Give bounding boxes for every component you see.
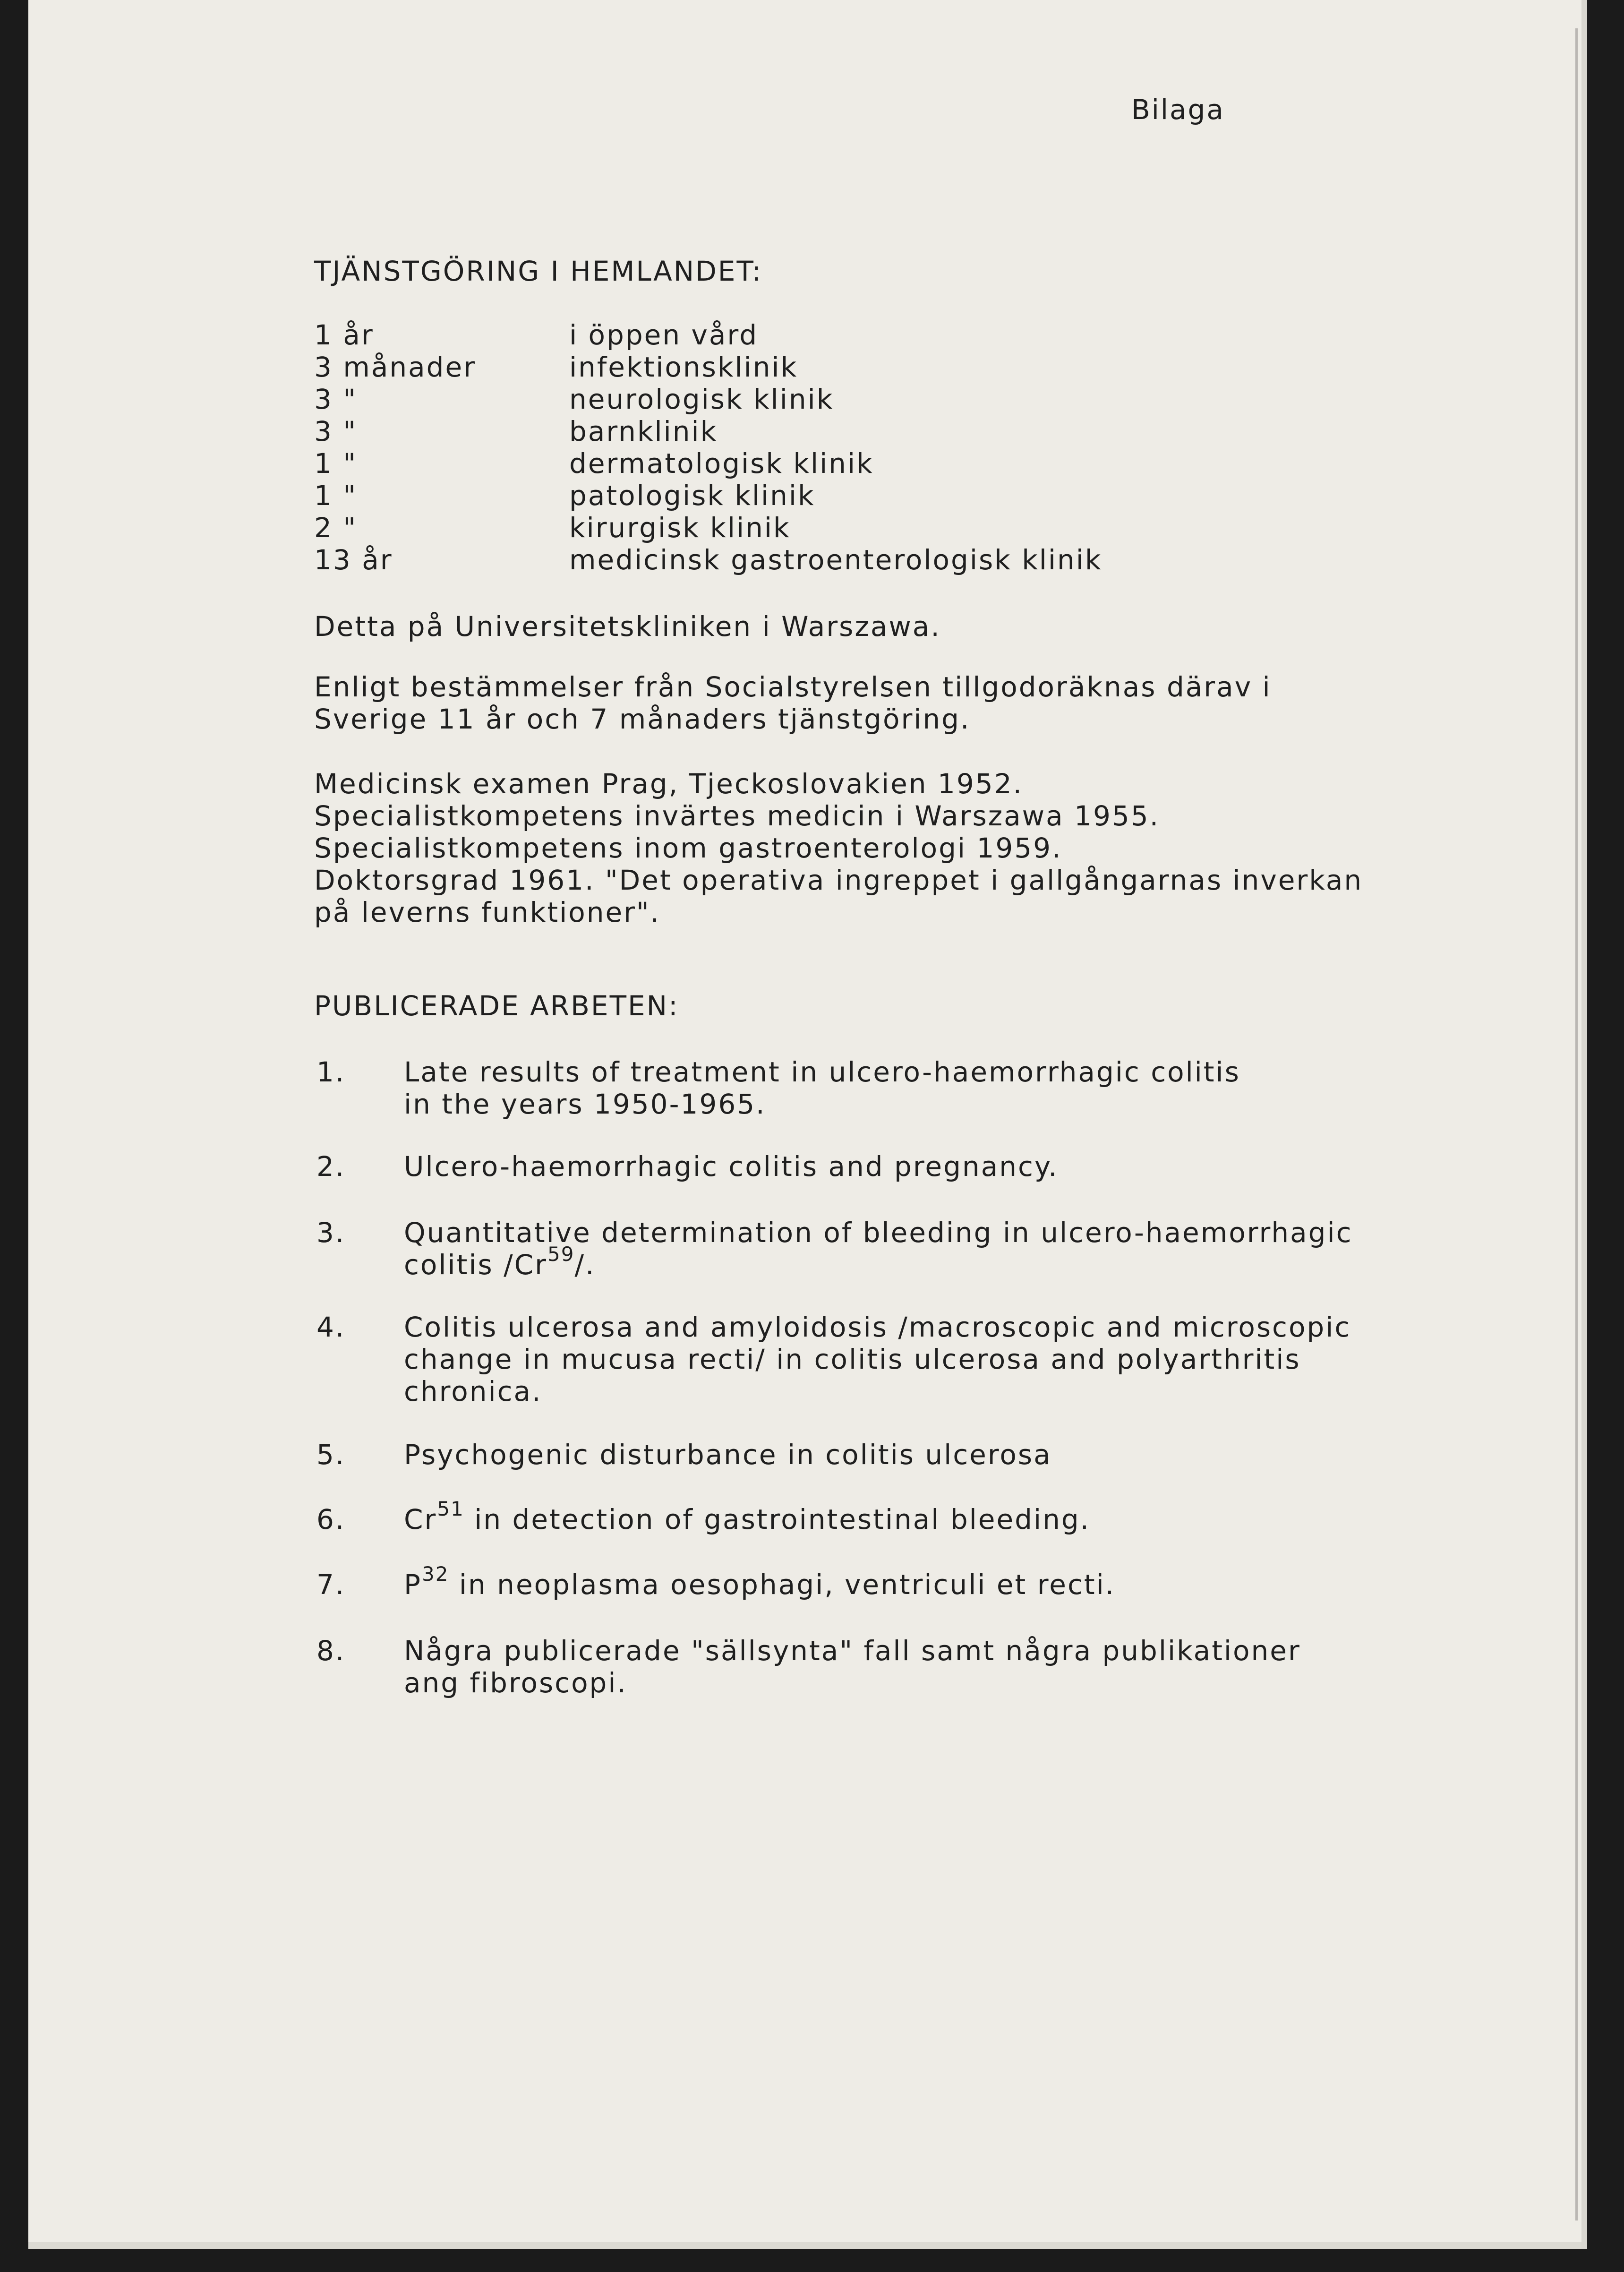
- publication-number: 5.: [316, 1439, 346, 1471]
- publication-title: [404, 1562, 1116, 1601]
- formula-text: P: [404, 1569, 422, 1601]
- formula-text: /.: [574, 1249, 596, 1281]
- publication-number: 3.: [316, 1217, 346, 1249]
- publication-title: ang fibroscopi.: [404, 1667, 627, 1699]
- qualification-line: Specialistkompetens invärtes medicin i Warszawa 1955.: [314, 800, 1160, 832]
- formula-text: Cr: [404, 1503, 437, 1535]
- isotope-superscript: 59: [547, 1242, 575, 1266]
- service-clinic: patologisk klinik: [569, 480, 815, 512]
- publication-number: 6.: [316, 1503, 346, 1535]
- qualification-line: på leverns funktioner".: [314, 896, 661, 928]
- publication-title: in the years 1950-1965.: [404, 1088, 766, 1120]
- service-clinic: infektionsklinik: [569, 351, 798, 383]
- publication-title: Colitis ulcerosa and amyloidosis /macroscopic and microscopic: [404, 1311, 1351, 1343]
- publications-heading: PUBLICERADE ARBETEN:: [314, 990, 679, 1022]
- service-clinic: barnklinik: [569, 415, 718, 447]
- publication-number: 4.: [316, 1311, 346, 1343]
- publication-number: 1.: [316, 1056, 346, 1088]
- service-clinic: i öppen vård: [569, 319, 759, 351]
- service-duration: 1 ": [314, 480, 358, 512]
- publication-title: change in mucusa recti/ in colitis ulcerosa and polyarthritis: [404, 1343, 1301, 1375]
- service-duration: 3 ": [314, 383, 358, 415]
- service-duration: 2 ": [314, 512, 358, 544]
- service-duration: 3 månader: [314, 351, 477, 383]
- qualification-line: Medicinsk examen Prag, Tjeckoslovakien 1952.: [314, 768, 1024, 800]
- publication-title: Late results of treatment in ulcero-haemorrhagic colitis: [404, 1056, 1240, 1088]
- qualification-line: Doktorsgrad 1961. "Det operativa ingreppet i gallgångarnas inverkan: [314, 864, 1363, 896]
- publication-title: [404, 1242, 596, 1281]
- publication-number: 2.: [316, 1150, 346, 1183]
- service-duration: 13 år: [314, 544, 393, 576]
- attachment-label: Bilaga: [1131, 94, 1225, 126]
- credit-line: Enligt bestämmelser från Socialstyrelsen tillgodoräknas därav i: [314, 671, 1272, 703]
- service-location: Detta på Universitetskliniken i Warszawa.: [314, 610, 941, 643]
- document-page: [28, 0, 1587, 2249]
- publication-title: Några publicerade "sällsynta" fall samt några publikationer: [404, 1635, 1301, 1667]
- service-clinic: medicinsk gastroenterologisk klinik: [569, 544, 1103, 576]
- publication-title: Quantitative determination of bleeding in ulcero-haemorrhagic: [404, 1217, 1353, 1249]
- formula-text: colitis /Cr: [404, 1249, 547, 1281]
- publication-number: 8.: [316, 1635, 346, 1667]
- credit-line: Sverige 11 år och 7 månaders tjänstgöring.: [314, 703, 971, 735]
- publication-title: Psychogenic disturbance in colitis ulcerosa: [404, 1439, 1052, 1471]
- service-duration: 3 ": [314, 415, 358, 447]
- service-duration: 1 ": [314, 447, 358, 480]
- service-clinic: dermatologisk klinik: [569, 447, 874, 480]
- publication-title: chronica.: [404, 1375, 542, 1407]
- qualification-line: Specialistkompetens inom gastroenterologi 1959.: [314, 832, 1062, 864]
- publication-title: Ulcero-haemorrhagic colitis and pregnancy.: [404, 1150, 1059, 1183]
- formula-text: in detection of gastrointestinal bleeding.: [464, 1503, 1091, 1535]
- formula-text: in neoplasma oesophagi, ventriculi et recti.: [449, 1569, 1116, 1601]
- publication-number: 7.: [316, 1569, 346, 1601]
- page-edge: [1575, 28, 1578, 2221]
- service-heading: TJÄNSTGÖRING I HEMLANDET:: [314, 255, 763, 287]
- isotope-superscript: 32: [421, 1562, 449, 1586]
- service-clinic: neurologisk klinik: [569, 383, 834, 415]
- service-clinic: kirurgisk klinik: [569, 512, 791, 544]
- isotope-superscript: 51: [437, 1497, 464, 1520]
- service-duration: 1 år: [314, 319, 374, 351]
- publication-title: [404, 1497, 1091, 1535]
